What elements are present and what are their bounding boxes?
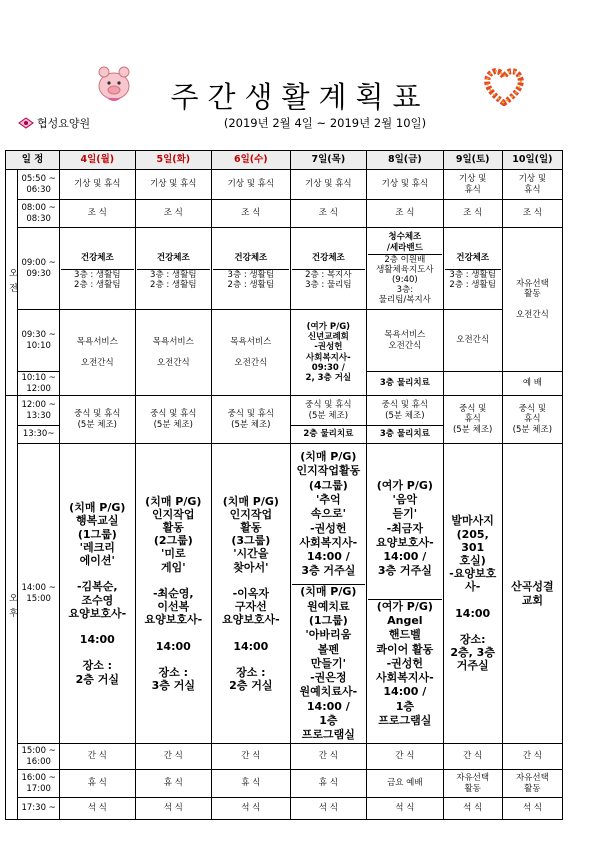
cell-health-mon [60, 228, 135, 310]
row-bath [6, 310, 563, 372]
row-breakfast [6, 200, 563, 228]
cell-mon-program: (치매 P/G) 행복교실 (1그룹) '레크리 에이션' -김복순, 조수영 요양보호사- 14:00 장소 : 2층 거실 [60, 444, 135, 744]
time-cell: 13:30~ [18, 426, 60, 444]
day-header-0: 4일(월) [60, 151, 135, 170]
cell-breakfast: 조 식 [135, 200, 212, 228]
cell-snack: 간 식 [502, 744, 562, 770]
time-cell: 09:00 ~ 09:30 [18, 228, 60, 310]
cell-sat-snack: 오전간식 [443, 310, 502, 372]
schedule-label: 일 정 [6, 151, 60, 170]
cell-bath: 목욕서비스 오전간식 [135, 310, 212, 396]
cell-lunch: 중식 및 휴식 (5분 체조) [502, 396, 562, 444]
row-health [6, 228, 563, 310]
fri-program-1: (여가 P/G) '음악 듣기' -최금자 요양보호사- 14:00 / 3층 거주실 [375, 478, 434, 578]
cell-breakfast: 조 식 [290, 200, 367, 228]
cell-snack: 간 식 [212, 744, 291, 770]
day-header-3: 7일(목) [290, 151, 367, 170]
time-cell: 08:00 ~ 08:30 [18, 200, 60, 228]
health-label: 건강체조 [234, 252, 268, 263]
fri-program-2: (여가 P/G) Angel 핸드벨 콰이어 활동 -권성헌 사회복지사- 14:00 / 1층 프로그램실 [368, 599, 442, 729]
health-label: 건강체조 [456, 252, 490, 263]
cell-health-wed [212, 228, 291, 310]
org-logo-icon [18, 117, 34, 129]
time-cell: 10:10 ~ 12:00 [18, 372, 60, 396]
org-label [18, 115, 90, 131]
cell-snack: 간 식 [443, 744, 502, 770]
cell-rest: 휴 식 [60, 770, 135, 798]
cell-wake: 기상 및 휴식 [60, 170, 135, 200]
heart-wreath-icon [482, 66, 526, 110]
cell-rest: 자유선택 활동 [443, 770, 502, 798]
date-range: (2019년 2월 4일 ~ 2019년 2월 10일) [223, 116, 427, 130]
cell-health-thu [290, 228, 367, 310]
cell-sun-program: 산곡성결 교회 [502, 444, 562, 744]
cell-snack: 간 식 [60, 744, 135, 770]
cell-snack: 간 식 [135, 744, 212, 770]
duty-label: 2층 이원배 생활체육지도사 (9:40) 3층: 물리팀/복지사 [368, 254, 442, 306]
cell-sun-am: 자유선택 활동 오전간식 [502, 228, 562, 372]
cell-fri-program [367, 444, 444, 744]
cell-wake: 기상 및 휴식 [443, 170, 502, 200]
row-wake [6, 170, 563, 200]
cell-bath: 목욕서비스 오전간식 [60, 310, 135, 396]
cell-rest: 금요 예배 [367, 770, 444, 798]
day-header-5: 9일(토) [443, 151, 502, 170]
cell-wake: 기상 및 휴식 [290, 170, 367, 200]
cell-wake: 기상 및 휴식 [212, 170, 291, 200]
cell-bath: 목욕서비스 오전간식 [212, 310, 291, 396]
cell-lunch: 중식 및 휴식 (5분 체조) [443, 396, 502, 444]
cell-dinner: 석 식 [212, 798, 291, 820]
day-header-1: 5일(화) [135, 151, 212, 170]
time-cell: 14:00 ~ 15:00 [18, 444, 60, 744]
health-label: 건강체조 [80, 252, 114, 263]
cell-lunch: 중식 및 휴식 (5분 체조) [290, 396, 367, 426]
cell-breakfast: 조 식 [443, 200, 502, 228]
day-header-6: 10일(일) [502, 151, 562, 170]
duty-label: 3층 : 생활팀 2층 : 생활팀 [213, 269, 289, 290]
cell-dinner: 석 식 [502, 798, 562, 820]
cell-breakfast: 조 식 [367, 200, 444, 228]
period-pm: 오후 [6, 396, 18, 820]
row-snack [6, 744, 563, 770]
cell-wed-program: (치매 P/G) 인지작업 활동 (3그룹) '시간을 찾아서' -이옥자 구자선 요양보호사- 14:00 장소 : 2층 거실 [212, 444, 291, 744]
cell-rest: 휴 식 [135, 770, 212, 798]
org-name: 협성요양원 [37, 117, 91, 130]
health-label: 건강체조 [156, 252, 190, 263]
cell-health-sat [443, 228, 502, 310]
duty-label: 3층 : 생활팀 2층 : 생활팀 [61, 269, 133, 290]
row-program [6, 444, 563, 744]
schedule-table [5, 150, 563, 820]
time-cell: 17:30 ~ [18, 798, 60, 820]
time-cell: 15:00 ~ 16:00 [18, 744, 60, 770]
cell-lunch: 중식 및 휴식 (5분 체조) [367, 396, 444, 426]
time-cell: 16:00 ~ 17:00 [18, 770, 60, 798]
cell-dinner: 석 식 [367, 798, 444, 820]
cell-snack: 간 식 [290, 744, 367, 770]
row-dinner [6, 798, 563, 820]
cell-lunch: 중식 및 휴식 (5분 체조) [212, 396, 291, 444]
cell-fri-bath: 목욕서비스 오전간식 [367, 310, 444, 372]
cell-rest: 휴 식 [212, 770, 291, 798]
cell-dinner: 석 식 [60, 798, 135, 820]
cell-tue-program: (치매 P/G) 인지작업 활동 (2그룹) '미로 게임' -최순영, 이선복 요양보호사- 14:00 장소 : 3층 거실 [135, 444, 212, 744]
cell-thu-pt: 2층 물리치료 [290, 426, 367, 444]
pig-mascot-icon [93, 62, 135, 108]
cell-sat-program: 발마사지 (205, 301 호실) -요양보호사- 14:00 장소: 2층, 3층 거주실 [443, 444, 502, 744]
row-rest [6, 770, 563, 798]
row-lunch [6, 396, 563, 426]
cell-health-tue [135, 228, 212, 310]
cell-breakfast: 조 식 [502, 200, 562, 228]
thu-program-1: (치매 P/G) 인지작업활동 (4그룹) '추억 속으로' -권성헌 사회복지사- 14:00 / 3층 거주실 [296, 450, 361, 578]
header-row [6, 151, 563, 170]
cell-sun-worship: 예 배 [502, 372, 562, 396]
cell-thu-program [290, 444, 367, 744]
page-title: 주간생활계획표 [170, 80, 430, 114]
cell-dinner: 석 식 [443, 798, 502, 820]
duty-label: 3층 : 생활팀 2층 : 생활팀 [137, 269, 211, 290]
cell-breakfast: 조 식 [60, 200, 135, 228]
cell-health-fri [367, 228, 444, 310]
cell-wake: 기상 및 휴식 [135, 170, 212, 200]
time-cell: 05:50 ~ 06:30 [18, 170, 60, 200]
cell-dinner: 석 식 [135, 798, 212, 820]
cell-fri-pt: 3층 물리치료 [367, 372, 444, 396]
cell-lunch: 중식 및 휴식 (5분 체조) [60, 396, 135, 444]
time-cell: 12:00 ~ 13:30 [18, 396, 60, 426]
cell-dinner: 석 식 [290, 798, 367, 820]
time-cell: 09:30 ~ 10:10 [18, 310, 60, 372]
cell-wake: 기상 및 휴식 [367, 170, 444, 200]
day-header-4: 8일(금) [367, 151, 444, 170]
day-header-2: 6일(수) [212, 151, 291, 170]
cell-lunch: 중식 및 휴식 (5분 체조) [135, 396, 212, 444]
cell-snack: 간 식 [367, 744, 444, 770]
duty-label: 3층 : 생활팀 2층 : 생활팀 [445, 269, 501, 290]
cell-fri-pt2: 3층 물리치료 [367, 426, 444, 444]
cell-breakfast: 조 식 [212, 200, 291, 228]
cell-thu-am-program: (여가 P/G) 신년교례회 -권성헌 사회복지사- 09:30 / 2, 3층 거실 [290, 310, 367, 396]
cell-rest: 휴 식 [290, 770, 367, 798]
cell-wake: 기상 및 휴식 [502, 170, 562, 200]
cell-sat-empty [443, 372, 502, 396]
period-am: 오전 [6, 170, 18, 396]
thu-program-2: (치매 P/G) 원예치료 (1그룹) '아바리움 볼펜 만들기' -권은정 원예치료사- 14:00 / 1층 프로그램실 [292, 584, 366, 742]
cell-rest: 자유선택 활동 [502, 770, 562, 798]
health-label: 건강체조 [311, 252, 345, 263]
duty-label: 2층 : 복지사 3층 : 물리팀 [292, 269, 366, 290]
health-label: 청수체조 /세라밴드 [386, 232, 423, 253]
